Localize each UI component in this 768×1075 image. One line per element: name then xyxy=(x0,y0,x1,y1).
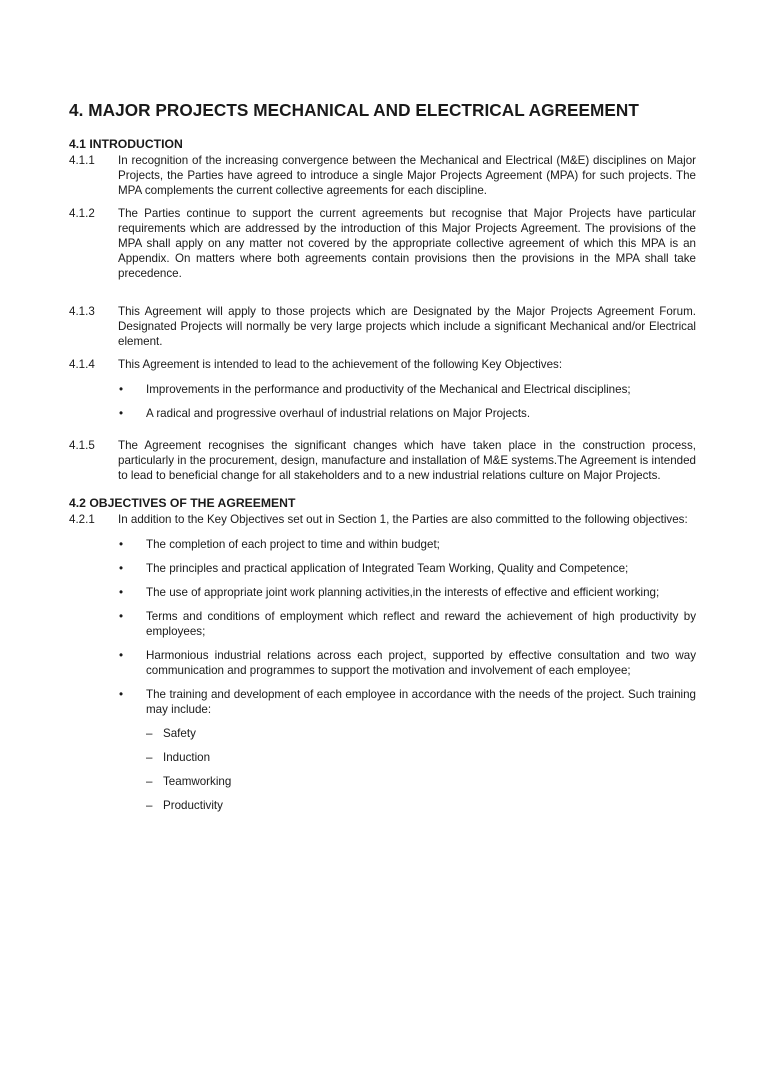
clause-number: 4.1.1 xyxy=(69,154,95,167)
list-item-text: Terms and conditions of employment which reflect and reward the achievement of high productivity by employees; xyxy=(146,610,696,638)
bullet-icon: • xyxy=(119,649,124,662)
objectives-list xyxy=(118,537,696,822)
dash-icon: – xyxy=(146,775,153,788)
training-topic-item xyxy=(146,726,696,741)
clause-number: 4.2.1 xyxy=(69,513,95,526)
clause-body xyxy=(118,304,696,349)
dash-icon: – xyxy=(146,799,153,812)
bullet-icon: • xyxy=(119,562,124,575)
clause-text: The Agreement recognises the significant changes which have taken place in the construction process, particularly in the procurement, design, manufacture and installation of M&E systems.The Agreement is intended to lead to beneficial change for all stakeholders and to a new industrial relations culture on Major Projects. xyxy=(118,439,696,482)
clause-4-1-5 xyxy=(69,438,696,483)
clause-body xyxy=(118,438,696,483)
list-item xyxy=(118,382,696,397)
clause-4-1-2 xyxy=(69,206,696,281)
training-topic-text: Teamworking xyxy=(163,775,232,788)
list-item-text: Harmonious industrial relations across each project, supported by effective consultation and two way communication and programmes to support the motivation and involvement of each employee; xyxy=(146,649,696,677)
bullet-icon: • xyxy=(119,688,124,701)
section-heading-introduction: 4.1 INTRODUCTION xyxy=(69,137,183,151)
clause-number: 4.1.4 xyxy=(69,358,95,371)
clause-text: The Parties continue to support the current agreements but recognise that Major Projects have particular requirements which are addressed by the introduction of this Major Projects Agreement. The provisions of the MPA shall apply on any matter not covered by the appropriate collective agreement of which this MPA is an Appendix. On matters where both agreements contain provisions then the provisions in the MPA shall take precedence. xyxy=(118,207,696,280)
training-topic-text: Induction xyxy=(163,751,211,764)
section-heading-objectives: 4.2 OBJECTIVES OF THE AGREEMENT xyxy=(69,496,296,510)
list-item-text: The completion of each project to time and within budget; xyxy=(146,538,440,551)
clause-text: In recognition of the increasing convergence between the Mechanical and Electrical (M&E) disciplines on Major Projects, the Parties have agreed to introduce a single Major Projects Agreement (MPA) for such projects. The MPA complements the current collective agreements for each discipline. xyxy=(118,154,696,197)
clause-4-1-1 xyxy=(69,153,696,198)
clause-4-1-3 xyxy=(69,304,696,349)
clause-text: This Agreement is intended to lead to the achievement of the following Key Objectives: xyxy=(118,358,563,371)
training-topic-text: Productivity xyxy=(163,799,223,812)
list-item xyxy=(118,537,696,552)
list-item xyxy=(118,609,696,639)
clause-number: 4.1.5 xyxy=(69,439,95,452)
list-item-text: The training and development of each employee in accordance with the needs of the project. Such training may include: xyxy=(146,688,696,716)
list-item-content xyxy=(146,687,696,822)
bullet-icon: • xyxy=(119,538,124,551)
dash-icon: – xyxy=(146,727,153,740)
clause-number: 4.1.2 xyxy=(69,207,95,220)
clause-number: 4.1.3 xyxy=(69,305,95,318)
list-item xyxy=(118,406,696,421)
training-topic-item xyxy=(146,798,696,813)
list-item-text: A radical and progressive overhaul of industrial relations on Major Projects. xyxy=(146,407,531,420)
bullet-icon: • xyxy=(119,383,124,396)
clause-text: This Agreement will apply to those projects which are Designated by the Major Projects Agreement Forum. Designated Projects will normally be very large projects which include a significant Mechanical and/or Electrical element. xyxy=(118,305,696,348)
clause-4-2-1 xyxy=(69,512,696,831)
training-topics-list xyxy=(146,726,696,813)
bullet-icon: • xyxy=(119,586,124,599)
bullet-icon: • xyxy=(119,407,124,420)
document-title: 4. MAJOR PROJECTS MECHANICAL AND ELECTRICAL AGREEMENT xyxy=(69,100,639,120)
list-item xyxy=(118,561,696,576)
bullet-icon: • xyxy=(119,610,124,623)
key-objectives-list xyxy=(118,382,696,421)
list-item xyxy=(118,687,696,822)
training-topic-item xyxy=(146,774,696,789)
list-item xyxy=(118,585,696,600)
clause-4-1-4 xyxy=(69,357,696,430)
clause-text: In addition to the Key Objectives set out in Section 1, the Parties are also committed to the following objectives: xyxy=(118,513,688,526)
clause-body xyxy=(118,153,696,198)
clause-body xyxy=(118,206,696,281)
list-item-text: The use of appropriate joint work planning activities,in the interests of effective and efficient working; xyxy=(146,586,660,599)
list-item-text: Improvements in the performance and productivity of the Mechanical and Electrical disciplines; xyxy=(146,383,631,396)
list-item xyxy=(118,648,696,678)
training-topic-text: Safety xyxy=(163,727,196,740)
list-item-text: The principles and practical application of Integrated Team Working, Quality and Competence; xyxy=(146,562,629,575)
dash-icon: – xyxy=(146,751,153,764)
clause-body xyxy=(118,512,696,831)
training-topic-item xyxy=(146,750,696,765)
clause-body xyxy=(118,357,696,430)
